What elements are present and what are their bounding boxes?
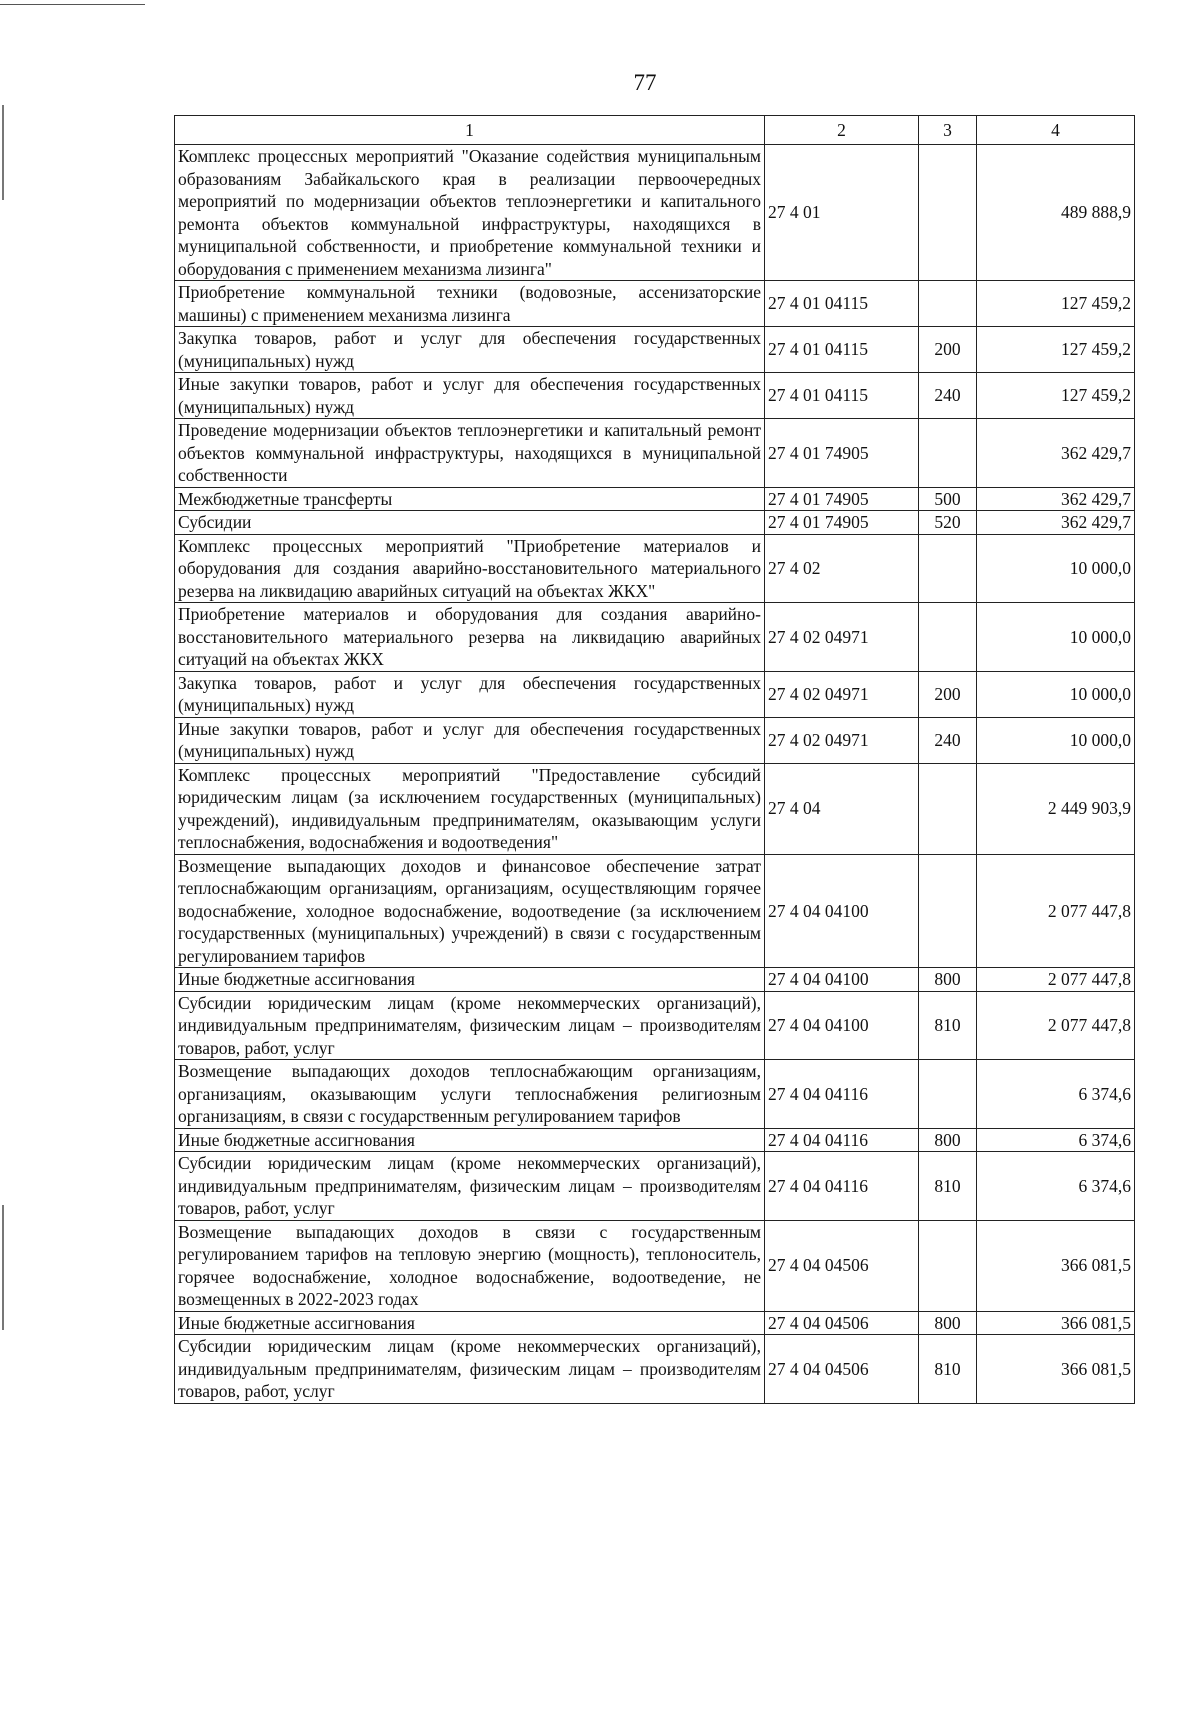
- table-row: [175, 1128, 1135, 1152]
- row-code: 27 4 01 74905: [765, 487, 919, 511]
- row-type: [919, 145, 977, 281]
- table-row: [175, 1152, 1135, 1221]
- row-type: 800: [919, 968, 977, 992]
- row-name: Проведение модернизации объектов теплоэнергетики и капитальный ремонт объектов коммунальной инфраструктуры, находящихся в муниципальной собственности: [175, 419, 765, 488]
- row-amount: 127 459,2: [977, 327, 1135, 373]
- table-row: [175, 1220, 1135, 1311]
- row-code: 27 4 04 04506: [765, 1335, 919, 1404]
- table-row: [175, 763, 1135, 854]
- table-row: [175, 419, 1135, 488]
- table-row: [175, 671, 1135, 717]
- row-code: 27 4 01: [765, 145, 919, 281]
- row-amount: 10 000,0: [977, 671, 1135, 717]
- header-col-4: 4: [977, 116, 1135, 145]
- page-number: 77: [633, 70, 657, 95]
- row-type: 500: [919, 487, 977, 511]
- header-col-1: 1: [175, 116, 765, 145]
- row-type: 200: [919, 327, 977, 373]
- header-col-2: 2: [765, 116, 919, 145]
- table-row: [175, 1335, 1135, 1404]
- row-name: Субсидии юридическим лицам (кроме некоммерческих организаций), индивидуальным предпринимателям, физическим лицам – производителям товаров, работ, услуг: [175, 991, 765, 1060]
- row-amount: 2 077 447,8: [977, 854, 1135, 968]
- row-amount: 366 081,5: [977, 1335, 1135, 1404]
- row-type: 240: [919, 373, 977, 419]
- row-name: Субсидии юридическим лицам (кроме некоммерческих организаций), индивидуальным предпринимателям, физическим лицам – производителям товаров, работ, услуг: [175, 1335, 765, 1404]
- table-row: [175, 1311, 1135, 1335]
- row-name: Субсидии юридическим лицам (кроме некоммерческих организаций), индивидуальным предпринимателям, физическим лицам – производителям товаров, работ, услуг: [175, 1152, 765, 1221]
- table-row: [175, 1060, 1135, 1129]
- row-amount: 6 374,6: [977, 1128, 1135, 1152]
- row-amount: 366 081,5: [977, 1220, 1135, 1311]
- row-code: 27 4 04 04100: [765, 991, 919, 1060]
- row-amount: 6 374,6: [977, 1060, 1135, 1129]
- budget-table: [174, 115, 1135, 1404]
- row-code: 27 4 02 04971: [765, 717, 919, 763]
- table-row: [175, 281, 1135, 327]
- row-type: [919, 854, 977, 968]
- row-type: 200: [919, 671, 977, 717]
- row-name: Иные бюджетные ассигнования: [175, 1311, 765, 1335]
- row-type: 800: [919, 1128, 977, 1152]
- row-name: Иные закупки товаров, работ и услуг для обеспечения государственных (муниципальных) нужд: [175, 373, 765, 419]
- table-body: [175, 145, 1135, 1404]
- row-type: [919, 281, 977, 327]
- table-row: [175, 717, 1135, 763]
- row-type: [919, 534, 977, 603]
- row-name: Комплекс процессных мероприятий "Приобретение материалов и оборудования для создания аварийно-восстановительного материального резерва на ликвидацию аварийных ситуаций на объектах ЖКХ": [175, 534, 765, 603]
- header-col-3: 3: [919, 116, 977, 145]
- row-type: 800: [919, 1311, 977, 1335]
- row-type: [919, 603, 977, 672]
- row-amount: 2 449 903,9: [977, 763, 1135, 854]
- row-name: Возмещение выпадающих доходов и финансовое обеспечение затрат теплоснабжающим организациям, организациям, осуществляющим горячее водоснабжение, холодное водоснабжение, водоотведение (за исключением государственных (муниципальных) учреждений) в связи с государственным регулированием тарифов: [175, 854, 765, 968]
- row-name: Иные бюджетные ассигнования: [175, 968, 765, 992]
- table-row: [175, 327, 1135, 373]
- row-amount: 489 888,9: [977, 145, 1135, 281]
- row-name: Приобретение коммунальной техники (водовозные, ассенизаторские машины) с применением механизма лизинга: [175, 281, 765, 327]
- table-row: [175, 373, 1135, 419]
- row-name: Приобретение материалов и оборудования для создания аварийно-восстановительного материального резерва на ликвидацию аварийных ситуаций на объектах ЖКХ: [175, 603, 765, 672]
- row-type: [919, 763, 977, 854]
- row-amount: 6 374,6: [977, 1152, 1135, 1221]
- row-amount: 2 077 447,8: [977, 991, 1135, 1060]
- row-type: 810: [919, 1335, 977, 1404]
- table-row: [175, 511, 1135, 535]
- row-name: Закупка товаров, работ и услуг для обеспечения государственных (муниципальных) нужд: [175, 671, 765, 717]
- row-amount: 127 459,2: [977, 373, 1135, 419]
- row-code: 27 4 04: [765, 763, 919, 854]
- row-name: Иные бюджетные ассигнования: [175, 1128, 765, 1152]
- row-code: 27 4 04 04116: [765, 1152, 919, 1221]
- row-code: 27 4 01 74905: [765, 511, 919, 535]
- row-type: [919, 1060, 977, 1129]
- row-code: 27 4 01 04115: [765, 281, 919, 327]
- row-code: 27 4 04 04506: [765, 1311, 919, 1335]
- row-amount: 362 429,7: [977, 511, 1135, 535]
- row-name: Иные закупки товаров, работ и услуг для обеспечения государственных (муниципальных) нужд: [175, 717, 765, 763]
- row-code: 27 4 01 04115: [765, 327, 919, 373]
- table-row: [175, 534, 1135, 603]
- row-amount: 10 000,0: [977, 603, 1135, 672]
- row-name: Возмещение выпадающих доходов в связи с государственным регулированием тарифов на тепловую энергию (мощность), теплоноситель, горячее водоснабжение, холодное водоснабжение, водоотведение, не возмещенных в 2022-2023 годах: [175, 1220, 765, 1311]
- row-type: 240: [919, 717, 977, 763]
- row-type: [919, 1220, 977, 1311]
- table-row: [175, 991, 1135, 1060]
- row-name: Закупка товаров, работ и услуг для обеспечения государственных (муниципальных) нужд: [175, 327, 765, 373]
- row-amount: 10 000,0: [977, 534, 1135, 603]
- row-amount: 10 000,0: [977, 717, 1135, 763]
- row-type: 810: [919, 991, 977, 1060]
- row-type: [919, 419, 977, 488]
- row-type: 810: [919, 1152, 977, 1221]
- row-code: 27 4 04 04506: [765, 1220, 919, 1311]
- row-name: Субсидии: [175, 511, 765, 535]
- row-name: Возмещение выпадающих доходов теплоснабжающим организациям, организациям, оказывающим услуги теплоснабжения религиозным организациям, в связи с государственным регулированием тарифов: [175, 1060, 765, 1129]
- row-code: 27 4 02 04971: [765, 671, 919, 717]
- row-amount: 2 077 447,8: [977, 968, 1135, 992]
- table-header-row: [175, 116, 1135, 145]
- row-amount: 366 081,5: [977, 1311, 1135, 1335]
- table-row: [175, 145, 1135, 281]
- row-name: Комплекс процессных мероприятий "Оказание содействия муниципальным образованиям Забайкальского края в реализации первоочередных мероприятий по модернизации объектов теплоэнергетики и капитального ремонта объектов коммунальной инфраструктуры, находящихся в муниципальной собственности, и приобретение коммунальной техники и оборудования с применением механизма лизинга": [175, 145, 765, 281]
- row-code: 27 4 04 04100: [765, 968, 919, 992]
- row-code: 27 4 01 04115: [765, 373, 919, 419]
- row-code: 27 4 02: [765, 534, 919, 603]
- row-type: 520: [919, 511, 977, 535]
- row-code: 27 4 02 04971: [765, 603, 919, 672]
- row-amount: 127 459,2: [977, 281, 1135, 327]
- scan-artifact-line: [0, 4, 145, 5]
- row-code: 27 4 04 04100: [765, 854, 919, 968]
- row-name: Межбюджетные трансферты: [175, 487, 765, 511]
- row-code: 27 4 04 04116: [765, 1060, 919, 1129]
- row-code: 27 4 01 74905: [765, 419, 919, 488]
- row-name: Комплекс процессных мероприятий "Предоставление субсидий юридическим лицам (за исключением государственных (муниципальных) учреждений), индивидуальным предпринимателям, оказывающим услуги теплоснабжения, водоснабжения и водоотведения": [175, 763, 765, 854]
- scan-artifact-edge: [2, 1205, 4, 1330]
- scan-artifact-edge: [2, 105, 4, 200]
- table-row: [175, 854, 1135, 968]
- row-amount: 362 429,7: [977, 419, 1135, 488]
- table-row: [175, 968, 1135, 992]
- row-amount: 362 429,7: [977, 487, 1135, 511]
- table-row: [175, 603, 1135, 672]
- row-code: 27 4 04 04116: [765, 1128, 919, 1152]
- table-row: [175, 487, 1135, 511]
